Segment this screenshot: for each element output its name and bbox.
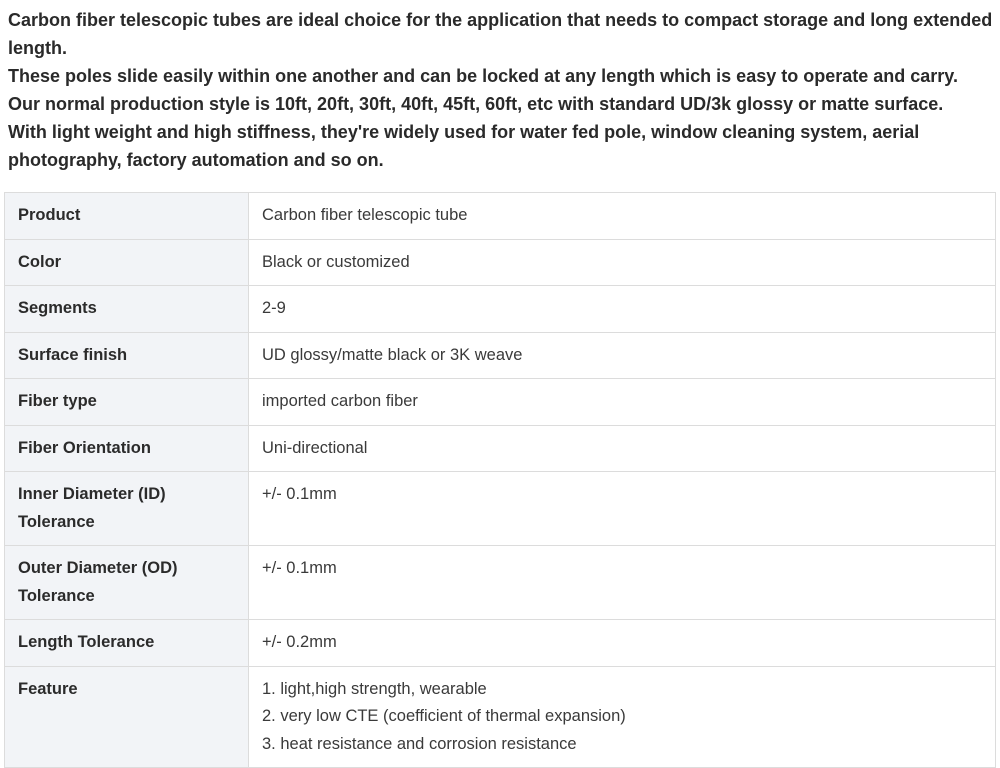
spec-value: +/- 0.1mm [249,472,996,546]
spec-label: Fiber type [5,379,249,426]
spec-label: Outer Diameter (OD) Tolerance [5,546,249,620]
spec-label: Length Tolerance [5,620,249,667]
spec-value: UD glossy/matte black or 3K weave [249,332,996,379]
spec-value: Uni-directional [249,425,996,472]
spec-label: Surface finish [5,332,249,379]
spec-value: +/- 0.2mm [249,620,996,667]
description-paragraph: With light weight and high stiffness, they're widely used for water fed pole, window cleaning system, aerial photography, factory automation and so on. [8,122,920,170]
spec-value: Carbon fiber telescopic tube [249,193,996,240]
feature-item: 3. heat resistance and corrosion resistance [262,734,577,753]
spec-value: 2-9 [249,286,996,333]
feature-list [249,666,996,768]
table-row [5,666,996,768]
spec-value: imported carbon fiber [249,379,996,426]
spec-label: Color [5,239,249,286]
table-row [5,425,996,472]
table-row [5,620,996,667]
spec-label: Fiber Orientation [5,425,249,472]
table-row [5,193,996,240]
product-description [8,6,993,174]
table-row [5,332,996,379]
spec-value: Black or customized [249,239,996,286]
spec-value: +/- 0.1mm [249,546,996,620]
table-row [5,239,996,286]
specification-table [4,192,996,768]
description-paragraph: Carbon fiber telescopic tubes are ideal choice for the application that needs to compact storage and long extended length. [8,10,993,58]
description-paragraph: These poles slide easily within one another and can be locked at any length which is easy to operate and carry. [8,66,958,86]
table-row [5,472,996,546]
spec-label: Product [5,193,249,240]
table-row [5,379,996,426]
feature-item: 2. very low CTE (coefficient of thermal expansion) [262,707,626,725]
spec-label: Feature [5,666,249,768]
spec-label: Segments [5,286,249,333]
spec-label: Inner Diameter (ID) Tolerance [5,472,249,546]
feature-item: 1. light,high strength, wearable [262,679,487,698]
table-row [5,286,996,333]
description-paragraph: Our normal production style is 10ft, 20ft, 30ft, 40ft, 45ft, 60ft, etc with standard UD/3k glossy or matte surface. [8,94,944,114]
table-row [5,546,996,620]
